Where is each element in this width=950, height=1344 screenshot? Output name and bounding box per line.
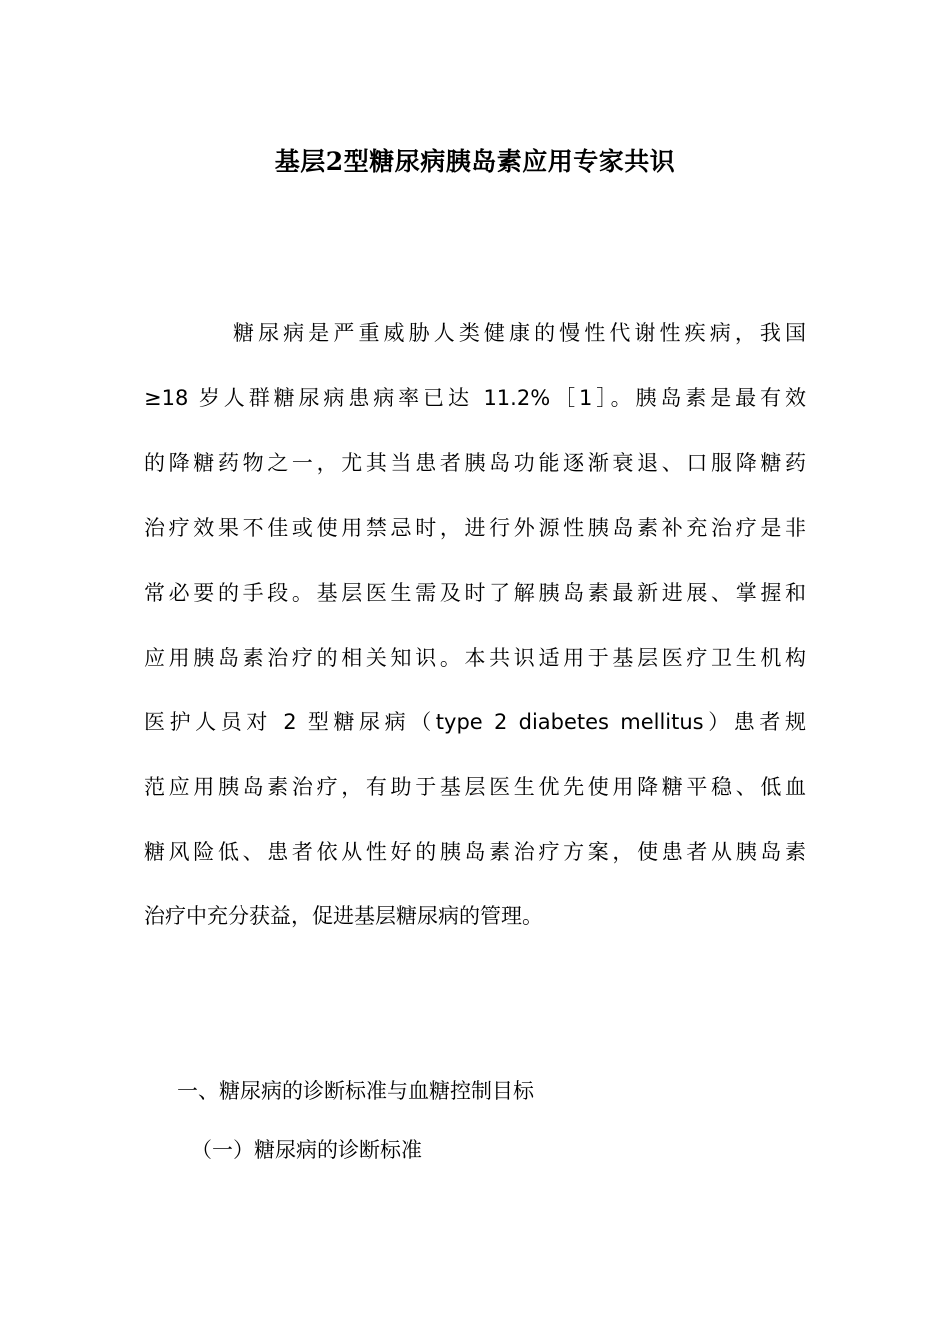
paragraph-line: 常必要的手段。基层医生需及时了解胰岛素最新进展、掌握和: [144, 581, 806, 605]
paragraph-line: 范应用胰岛素治疗，有助于基层医生优先使用降糖平稳、低血: [144, 775, 806, 799]
paragraph-line: 应用胰岛素治疗的相关知识。本共识适用于基层医疗卫生机构: [144, 646, 806, 670]
paragraph-line: 治疗中充分获益，促进基层糖尿病的管理。: [144, 904, 543, 928]
paragraph-line: 糖尿病是严重威胁人类健康的慢性代谢性疾病，我国: [233, 321, 806, 345]
paragraph-line: 糖风险低、患者依从性好的胰岛素治疗方案，使患者从胰岛素: [144, 840, 806, 864]
subsection-heading: （一）糖尿病的诊断标准: [191, 1138, 422, 1162]
paragraph-line: 的降糖药物之一，尤其当患者胰岛功能逐渐衰退、口服降糖药: [144, 451, 806, 475]
paragraph-line: ≥18 岁人群糖尿病患病率已达 11.2%［1］。胰岛素是最有效: [144, 386, 806, 410]
document-title: 基层2型糖尿病胰岛素应用专家共识: [274, 147, 676, 176]
paragraph-line: 治疗效果不佳或使用禁忌时，进行外源性胰岛素补充治疗是非: [144, 516, 806, 540]
section-heading: 一、糖尿病的诊断标准与血糖控制目标: [177, 1079, 534, 1103]
paragraph-line: 医护人员对 2 型糖尿病（type 2 diabetes mellitus）患者规: [144, 710, 806, 734]
